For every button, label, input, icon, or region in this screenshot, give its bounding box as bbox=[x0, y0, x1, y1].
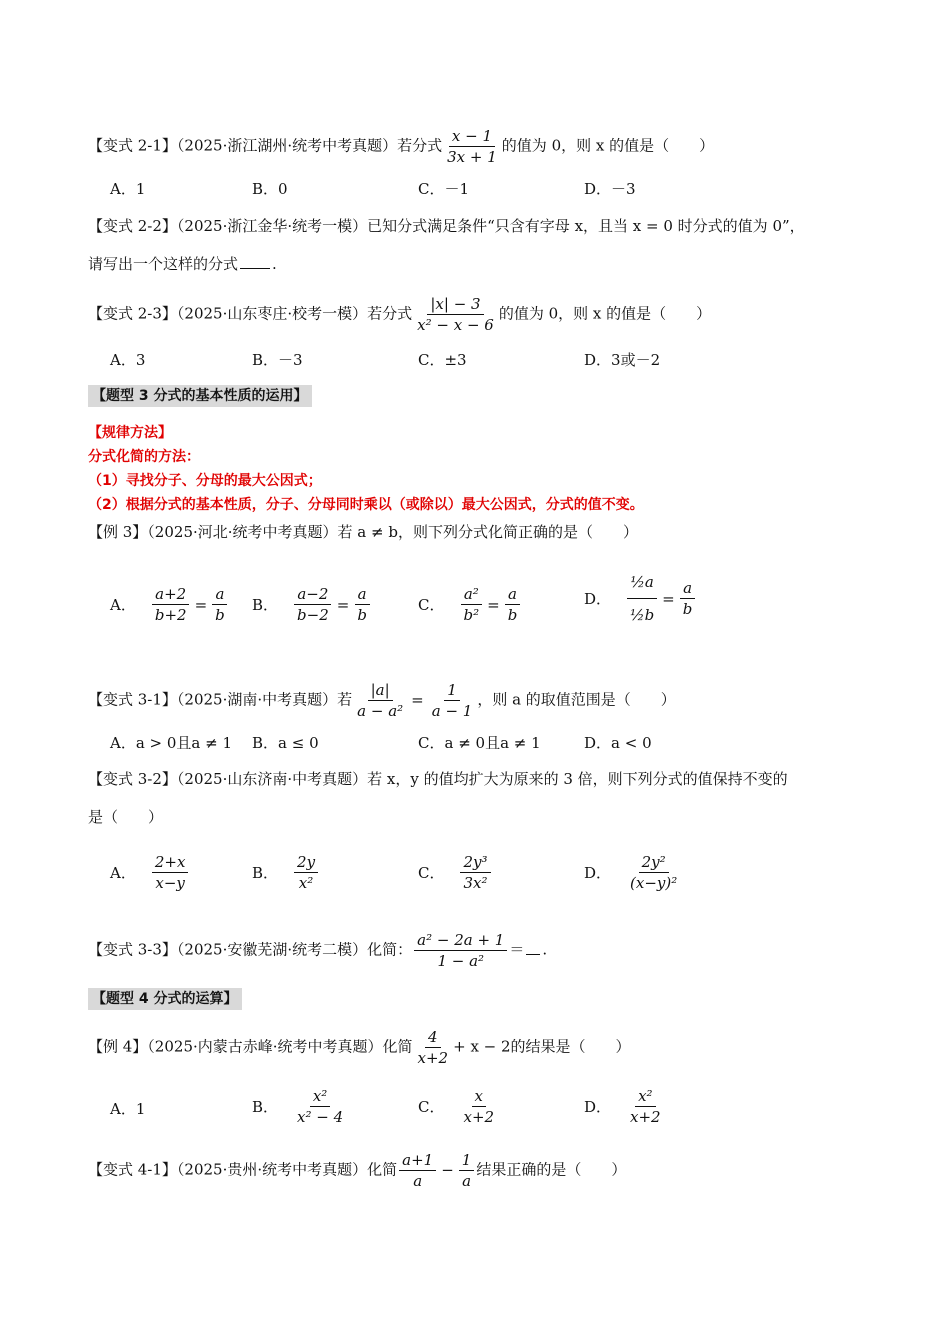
ex4-prefix: 【例 4】（2025·内蒙古赤峰·统考中考真题）化简 bbox=[88, 1037, 413, 1056]
q2-1-prefix: 【变式 2-1】（2025·浙江湖州·统考中考真题）若分式 bbox=[88, 136, 443, 155]
ex4-fraction bbox=[415, 1027, 452, 1068]
ex3-b-rhs-den: b bbox=[357, 606, 367, 624]
q2-3-frac-den: x² − x − 6 bbox=[417, 316, 494, 334]
q3-2-d-num: 2y² bbox=[639, 852, 669, 873]
q3-1-lhs-num: |a| bbox=[368, 680, 393, 701]
ex3-option-d[interactable] bbox=[584, 566, 697, 631]
q2-1-frac-den: 3x + 1 bbox=[447, 148, 497, 166]
ex3-options bbox=[0, 566, 950, 646]
q3-2-option-b[interactable] bbox=[252, 852, 320, 893]
q4-1-prefix: 【变式 4-1】（2025·贵州·统考中考真题）化简 bbox=[88, 1160, 398, 1179]
q3-2-options bbox=[0, 852, 950, 932]
q3-2-option-c-label: C． bbox=[418, 864, 445, 882]
q2-3-suffix: 的值为 0，则 x 的值是（ ） bbox=[498, 304, 712, 323]
ex3-stem: 【例 3】（2025·河北·统考中考真题）若 a ≠ b，则下列分式化简正确的是（ ） bbox=[88, 523, 638, 541]
q3-2-c-frac bbox=[460, 852, 490, 893]
ex3-option-a[interactable] bbox=[110, 584, 230, 625]
q3-2-option-d-label: D． bbox=[584, 864, 612, 882]
ex4-frac-den: x+2 bbox=[417, 1049, 449, 1067]
q4-1-frac-2 bbox=[459, 1150, 475, 1191]
method-step-1: （1）寻找分子、分母的最大公因式； bbox=[88, 473, 322, 489]
ex4-frac-num: 4 bbox=[425, 1027, 441, 1048]
q3-3-prefix: 【变式 3-3】（2025·安徽芜湖·统考二模）化简： bbox=[88, 940, 413, 959]
q4-1-frac-2-den: a bbox=[462, 1172, 472, 1190]
q4-1-frac-1-num: a+1 bbox=[399, 1150, 436, 1171]
q3-2-d-frac bbox=[627, 852, 680, 893]
q3-2-c-num: 2y³ bbox=[460, 852, 490, 873]
ex4-option-d-label: D． bbox=[584, 1098, 612, 1116]
q2-2-line1: 【变式 2-2】（2025·浙江金华·统考一模）已知分式满足条件“只含有字母 x，且当 x = 0 时分式的值为 0”， bbox=[88, 217, 805, 235]
ex4-d-frac bbox=[627, 1086, 664, 1127]
ex4-option-d[interactable] bbox=[584, 1086, 666, 1127]
q3-1-lhs bbox=[354, 680, 406, 721]
ex4-c-frac bbox=[460, 1086, 497, 1127]
q2-1-fraction bbox=[444, 126, 500, 167]
ex3-b-rhs bbox=[354, 584, 370, 625]
q3-2-a-den: x−y bbox=[155, 874, 185, 892]
q3-1-option-c[interactable]: C．a ≠ 0且a ≠ 1 bbox=[418, 734, 541, 752]
q3-1-suffix: ，则 a 的取值范围是（ ） bbox=[477, 690, 676, 709]
q3-3-frac-den: 1 − a² bbox=[437, 952, 485, 970]
ex3-a-lhs bbox=[152, 584, 190, 625]
q2-3-frac-num: |x| − 3 bbox=[427, 294, 483, 315]
q3-1-option-b[interactable]: B．a ≤ 0 bbox=[252, 734, 319, 752]
q3-1-stem bbox=[88, 680, 676, 721]
ex3-d-den: ½b bbox=[630, 606, 655, 624]
q2-3-stem bbox=[88, 294, 711, 335]
equals-sign: = bbox=[194, 595, 208, 614]
q3-2-option-c[interactable] bbox=[418, 852, 493, 893]
ex4-suffix: + x − 2的结果是（ ） bbox=[453, 1037, 631, 1056]
ex3-c-den: b² bbox=[463, 606, 480, 624]
ex3-d-lhs bbox=[627, 566, 657, 631]
ex3-c-num: a² bbox=[461, 584, 482, 605]
ex4-d-num: x² bbox=[635, 1086, 655, 1107]
q2-1-option-a[interactable]: A．1 bbox=[110, 180, 146, 198]
ex3-c-rhs-den: b bbox=[507, 606, 518, 624]
method-title: 【规律方法】 bbox=[88, 425, 172, 441]
q2-1-option-d[interactable]: D．－3 bbox=[584, 180, 636, 198]
ex4-option-a-label: A．1 bbox=[110, 1100, 146, 1118]
ex4-b-frac bbox=[294, 1086, 346, 1127]
q2-1-frac-num: x − 1 bbox=[449, 126, 495, 147]
q3-3-frac-num: a² − 2a + 1 bbox=[414, 930, 507, 951]
ex3-d-rhs-num: a bbox=[680, 578, 695, 599]
q3-2-option-d[interactable] bbox=[584, 852, 682, 893]
q2-3-option-b[interactable]: B．－3 bbox=[252, 351, 303, 369]
q3-2-c-den: 3x² bbox=[463, 874, 488, 892]
q2-3-fraction bbox=[414, 294, 497, 335]
q3-2-d-den: (x−y)² bbox=[630, 874, 678, 892]
ex3-a-rhs-num: a bbox=[212, 584, 227, 605]
q2-3-option-c[interactable]: C．±3 bbox=[418, 351, 467, 369]
q3-2-a-frac bbox=[152, 852, 189, 893]
ex3-d-num: ½a bbox=[627, 566, 656, 599]
ex4-option-c-label: C． bbox=[418, 1098, 445, 1116]
equals-sign: = bbox=[336, 595, 350, 614]
q3-3-fraction bbox=[414, 930, 507, 971]
q2-3-prefix: 【变式 2-3】（2025·山东枣庄·校考一模）若分式 bbox=[88, 304, 413, 323]
q3-2-option-a[interactable] bbox=[110, 852, 190, 893]
topic4-heading: 【题型 4 分式的运算】 bbox=[88, 988, 242, 1010]
ex4-d-den: x+2 bbox=[630, 1108, 661, 1126]
equals-sign: = bbox=[487, 595, 500, 614]
q3-2-line2: 是（ ） bbox=[88, 808, 164, 826]
q4-1-frac-2-num: 1 bbox=[459, 1150, 475, 1171]
ex3-d-rhs bbox=[680, 578, 696, 619]
q3-2-b-num: 2y bbox=[294, 852, 318, 873]
q3-2-b-frac bbox=[294, 852, 318, 893]
q3-1-rhs-num: 1 bbox=[444, 680, 460, 701]
q2-2-line2: 请写出一个这样的分式 . bbox=[88, 255, 277, 273]
ex3-option-a-label: A． bbox=[110, 596, 136, 614]
q3-2-option-b-label: B． bbox=[252, 864, 279, 882]
method-subtitle: 分式化简的方法： bbox=[88, 449, 200, 465]
ex3-c-rhs bbox=[505, 584, 521, 625]
q3-2-option-a-label: A． bbox=[110, 864, 136, 882]
q3-1-option-d[interactable]: D．a < 0 bbox=[584, 734, 652, 752]
ex3-c-rhs-num: a bbox=[505, 584, 520, 605]
ex3-a-rhs bbox=[212, 584, 228, 625]
ex3-option-d-label: D． bbox=[584, 590, 612, 608]
q2-1-option-b[interactable]: B．0 bbox=[252, 180, 288, 198]
q2-1-option-c[interactable]: C．－1 bbox=[418, 180, 470, 198]
ex3-d-rhs-den: b bbox=[682, 600, 693, 618]
q2-3-option-d[interactable]: D．3或－2 bbox=[584, 351, 661, 369]
ex4-c-num: x bbox=[472, 1086, 486, 1107]
topic3-heading: 【题型 3 分式的基本性质的运用】 bbox=[88, 385, 312, 407]
method-step-2: （2）根据分式的基本性质，分子、分母同时乘以（或除以）最大公因式，分式的值不变。 bbox=[88, 497, 644, 513]
ex3-option-b[interactable] bbox=[252, 584, 372, 625]
q4-1-frac-1-den: a bbox=[413, 1172, 423, 1190]
equals-sign: = bbox=[411, 690, 424, 709]
ex3-option-b-label: B． bbox=[252, 596, 279, 614]
q3-2-b-den: x² bbox=[298, 874, 314, 892]
q4-1-suffix: 结果正确的是（ ） bbox=[476, 1160, 627, 1179]
ex3-b-num: a−2 bbox=[294, 584, 331, 605]
q3-2-a-num: 2+x bbox=[152, 852, 189, 873]
ex3-b-den: b−2 bbox=[297, 606, 329, 624]
q4-1-stem bbox=[88, 1150, 626, 1191]
q3-1-lhs-den: a − a² bbox=[357, 702, 404, 720]
minus-sign: − bbox=[441, 1160, 454, 1179]
ex3-a-rhs-den: b bbox=[215, 606, 225, 624]
q2-2-answer-blank[interactable] bbox=[240, 254, 270, 269]
ex4-c-den: x+2 bbox=[463, 1108, 495, 1126]
q2-3-option-a[interactable]: A．3 bbox=[110, 351, 146, 369]
q2-1-suffix: 的值为 0，则 x 的值是（ ） bbox=[501, 136, 715, 155]
q3-3-answer-blank[interactable] bbox=[526, 940, 540, 955]
q4-1-frac-1 bbox=[399, 1150, 436, 1191]
ex3-option-c[interactable] bbox=[418, 584, 522, 625]
q3-1-rhs-den: a − 1 bbox=[431, 702, 473, 720]
ex3-a-den: b+2 bbox=[154, 606, 187, 624]
ex3-b-rhs-num: a bbox=[355, 584, 370, 605]
q3-1-option-a[interactable]: A．a > 0且a ≠ 1 bbox=[110, 734, 233, 752]
ex3-b-lhs bbox=[294, 584, 332, 625]
q2-1-stem bbox=[88, 126, 714, 167]
ex4-option-b[interactable] bbox=[252, 1086, 348, 1127]
ex4-b-den: x² − 4 bbox=[297, 1108, 344, 1126]
ex4-option-a[interactable] bbox=[110, 1098, 145, 1119]
q3-1-prefix: 【变式 3-1】（2025·湖南·中考真题）若 bbox=[88, 690, 353, 709]
ex3-a-num: a+2 bbox=[152, 584, 189, 605]
q3-3-stem: 【变式 3-3】（2025·安徽芜湖·统考二模）化简： $\frac{\text{a² − 2a + 1}}{\text{1 − a²}}$ ＝ . bbox=[88, 931, 548, 970]
ex3-c-lhs bbox=[460, 584, 482, 625]
q3-3-suffix: ＝ bbox=[509, 940, 525, 959]
ex4-b-num: x² bbox=[310, 1086, 330, 1107]
q3-2-line1: 【变式 3-2】（2025·山东济南·中考真题）若 x，y 的值均扩大为原来的 3 倍，则下列分式的值保持不变的 bbox=[88, 770, 788, 788]
q3-1-rhs bbox=[429, 680, 476, 721]
ex4-option-b-label: B． bbox=[252, 1098, 279, 1116]
ex4-stem bbox=[88, 1027, 631, 1068]
equals-sign: = bbox=[662, 589, 675, 608]
ex4-option-c[interactable] bbox=[418, 1086, 499, 1127]
ex3-option-c-label: C． bbox=[418, 596, 445, 614]
q2-2-line2-text: 请写出一个这样的分式 bbox=[88, 255, 239, 273]
